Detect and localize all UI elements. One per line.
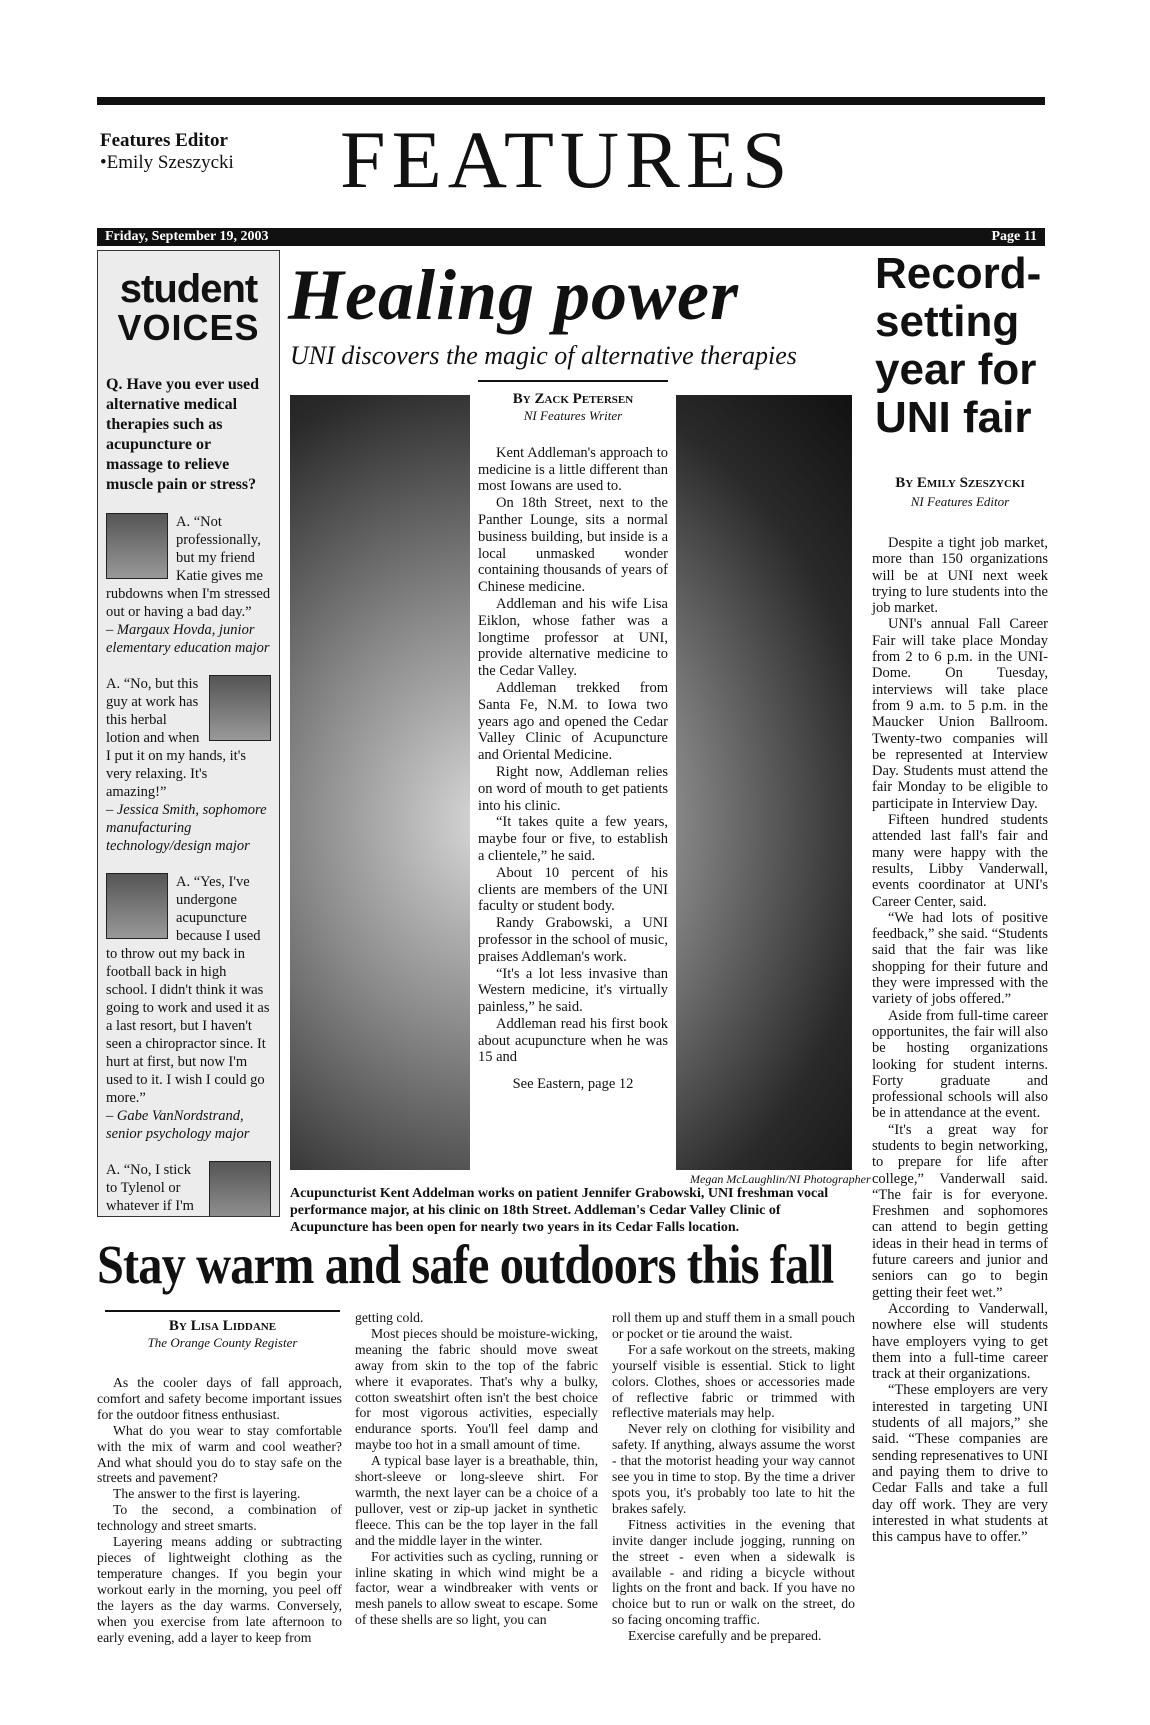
article-paragraph: What do you wear to stay comfortable with the mix of warm and cool weather? And what should you do to stay safe on the streets and pavement? — [97, 1422, 342, 1486]
article-paragraph: A typical base layer is a breathable, thin, short-sleeve or long-sleeve shirt. For warmth, the next layer can be a choice of a pullover, vest or zip-up jacket in synthetic fleece. This can be the top layer in the fall and the middle layer in the winter. — [355, 1453, 598, 1548]
student-headshot — [209, 675, 271, 741]
article-paragraph: Most pieces should be moisture-wicking, meaning the fabric should move sweat away from skin to the top of the fabric where it evaporates. That's why a bulky, cotton sweatshirt often isn't the best choice for most vigorous activities, especially endurance sports. You'll feel damp and maybe too hot in a small amount of time. — [355, 1325, 598, 1453]
student-headshot — [209, 1161, 271, 1217]
answer-item — [106, 513, 271, 657]
article-paragraph: On 18th Street, next to the Panther Lounge, sits a normal business building, but inside is a local unmasked wonder containing thousands of years of Chinese medicine. — [478, 495, 668, 596]
article-paragraph: For activities such as cycling, running or inline skating in which wind might be a factor, wear a windbreaker with vents or mesh panels to allow sweat to escape. Some of these shells are so light, you can — [355, 1548, 598, 1628]
logo-word-voices: VOICES — [117, 307, 260, 348]
article-paragraph: “These employers are very interested in targeting UNI students of all majors,” she said. “These companies are sending represenatives to UNI and paying them to drive to Cedar Falls and take a full day off work. They are very interested in what students at this campus have to offer.” — [872, 1382, 1048, 1546]
article-paragraph: “It takes quite a few years, maybe four or five, to establish a clientele,” he said. — [478, 814, 668, 864]
answer-text: A. “Yes, I've undergone acupuncture because I used to throw out my back in football back in high school. I didn't think it was going to work and used it as a last resort, but I haven't seen a chiropractor since. It hurt at first, but now I'm used to it. I wish I could go more.” — [106, 874, 270, 1106]
article-paragraph: About 10 percent of his clients are members of the UNI faculty or student body. — [478, 864, 668, 915]
article-paragraph: To the second, a combination of technology and street smarts. — [97, 1502, 342, 1534]
article-paragraph: Kent Addleman's approach to medicine is a little different than most Iowans are used to. — [478, 444, 668, 495]
answer-attribution: – Gabe VanNordstrand, senior psychology major — [106, 1108, 250, 1142]
article-paragraph: Addleman and his wife Lisa Eiklon, whose father was a longtime professor at UNI, provide alternative medicine to the Cedar Valley. — [478, 595, 668, 680]
top-rule — [97, 97, 1045, 105]
fair-headline: Record-setting year for UNI fair — [875, 249, 1042, 442]
warm-column-1 — [97, 1375, 342, 1645]
article-paragraph: As the cooler days of fall approach, comfort and safety become important issues for the outdoor fitness enthusiast. — [97, 1375, 342, 1422]
article-paragraph: Randy Grabowski, a UNI professor in the school of music, praises Addleman's work. — [478, 915, 668, 965]
healing-byline-role: NI Features Writer — [523, 408, 623, 423]
editor-credit — [100, 130, 234, 174]
article-paragraph: roll them up and stuff them in a small pouch or pocket or tie around the waist. — [612, 1310, 855, 1341]
fair-article — [872, 535, 1048, 1545]
logo-word-student: student — [119, 267, 258, 311]
warm-headline: Stay warm and safe outdoors this fall — [97, 1234, 834, 1295]
photo-credit: Megan McLaughlin/NI Photographer — [690, 1172, 871, 1186]
article-paragraph: Addleman trekked from Santa Fe, N.M. to Iowa two years ago and opened the Cedar Valley Clinic of Acupuncture and Oriental Medicine. — [478, 679, 668, 764]
article-paragraph: For a safe workout on the streets, making yourself visible is essential. Stick to light colors. Clothes, shoes or accessories made of reflective fabric or trimmed with reflective materials may help. — [612, 1341, 855, 1421]
student-voices-logo — [98, 269, 279, 347]
warm-column-3 — [612, 1310, 855, 1644]
article-paragraph: Layering means adding or subtracting pieces of lightweight clothing as the temperature changes. If you begin your workout early in the morning, you peel off the layers as the day warms. Conversely, when you exercise from late afternoon to early evening, add a layer to keep from — [97, 1534, 342, 1645]
warm-byline: By Lisa Liddane — [105, 1310, 340, 1335]
article-paragraph: “It's a great way for students to begin networking, to prepare for life after college,” Vanderwall said. “The fair is for everyone. Freshmen and sophomores can attend to begin getting ideas in their head in terms of future careers and junior and seniors can go to begin getting their feet wet.” — [872, 1121, 1048, 1301]
student-headshot — [106, 513, 168, 579]
answer-attribution: – Jessica Smith, sophomore manufacturing technology/design major — [106, 802, 267, 854]
survey-question: Q. Have you ever used alternative medical therapies such as acupuncture or massage to relieve muscle pain or stress? — [106, 376, 260, 493]
article-paragraph: Never rely on clothing for visibility and safety. If anything, always assume the worst - that the motorist heading your way cannot see you in time to stop. By the time a driver spots you, it's probably too late to hit the brakes safely. — [612, 1421, 855, 1516]
article-paragraph: “It's a lot less invasive than Western medicine, it's virtually painless,” he said. — [478, 965, 668, 1016]
answer-item — [106, 873, 271, 1143]
healing-headline: Healing power — [288, 255, 740, 335]
healing-subhead: UNI discovers the magic of alternative therapies — [290, 341, 797, 370]
article-paragraph: Addleman read his first book about acupuncture when he was 15 and — [478, 1015, 668, 1066]
student-voices-box — [97, 250, 280, 1217]
article-paragraph: Right now, Addleman relies on word of mouth to get patients into his clinic. — [478, 763, 668, 814]
healing-byline: By Zack Petersen — [478, 380, 668, 408]
answer-item — [106, 675, 271, 855]
answer-text: A. “No, I stick to Tylenol or whatever if I'm — [106, 1162, 194, 1214]
healing-article — [470, 380, 676, 1170]
answer-text: A. “Not professionally, but my friend Katie gives me rubdowns when I'm stressed out or having a bad day.” — [106, 514, 271, 620]
article-paragraph: getting cold. — [355, 1310, 424, 1325]
editor-name: •Emily Szeszycki — [100, 152, 234, 173]
article-paragraph: UNI's annual Fall Career Fair will take place Monday from 2 to 6 p.m. in the UNI-Dome. On Tuesday, interviews will take place from 9 a.m. to 5 p.m. in the Maucker Union Ballroom. Twenty-two companies will be represented at Interview Day. Students must attend the fair Monday to be eligible to participate in Interview Day. — [872, 616, 1048, 812]
warm-column-2 — [355, 1310, 598, 1628]
student-headshot — [106, 873, 168, 939]
article-paragraph: Fifteen hundred students attended last fall's fair and many were happy with the results, Libby Vanderwall, events coordinator at UNI's Career Center, said. — [872, 812, 1048, 910]
article-paragraph: Fitness activities in the evening that invite danger include jogging, running on the street - even when a sidewalk is available - and riding a bicycle without lights on the front and back. If you have no choice but to run or walk on the street, do so facing oncoming traffic. — [612, 1516, 855, 1628]
article-paragraph: “We had lots of positive feedback,” she said. “Students said that the fair was like shopping for their future and they were impressed with the variety of jobs offered.” — [872, 909, 1048, 1008]
answer-item — [106, 1161, 271, 1217]
article-paragraph: The answer to the first is layering. — [113, 1486, 301, 1502]
article-paragraph: According to Vanderwall, nowhere else will students have employers vying to get them into a full-time career track at their organizations. — [872, 1300, 1048, 1383]
article-paragraph: Despite a tight job market, more than 150 organizations will be at UNI next week trying to lure students into the job market. — [872, 535, 1048, 617]
section-title: FEATURES — [340, 114, 794, 205]
photo-caption: Acupuncturist Kent Addelman works on patient Jennifer Grabowski, UNI freshman vocal performance major, at his clinic on 18th Street. Addleman's Cedar Valley Clinic of Acupuncture has been open for nearly two years in its Cedar Falls location. — [290, 1186, 829, 1235]
article-paragraph: Exercise carefully and be prepared. — [628, 1628, 822, 1644]
page-number: Page 11 — [991, 229, 1037, 244]
issue-date: Friday, September 19, 2003 — [105, 229, 269, 244]
date-bar — [97, 228, 1045, 246]
jump-line: See Eastern, page 12 — [512, 1076, 634, 1093]
fair-byline: By Emily Szeszycki — [895, 475, 1025, 491]
answer-text: A. “No, but this guy at work has this herbal lotion and when I put it on my hands, it's very relaxing. It's amazing!” — [106, 676, 246, 800]
article-paragraph: Aside from full-time career opportunites, the fair will also be hosting organizations looking for student interns. Forty graduate and professional schools will also be in attendance at the event. — [872, 1007, 1048, 1122]
editor-title: Features Editor — [100, 130, 228, 151]
warm-byline-role: The Orange County Register — [147, 1335, 298, 1350]
fair-byline-role: NI Features Editor — [910, 494, 1010, 509]
answer-attribution: – Margaux Hovda, junior elementary education major — [106, 622, 270, 656]
